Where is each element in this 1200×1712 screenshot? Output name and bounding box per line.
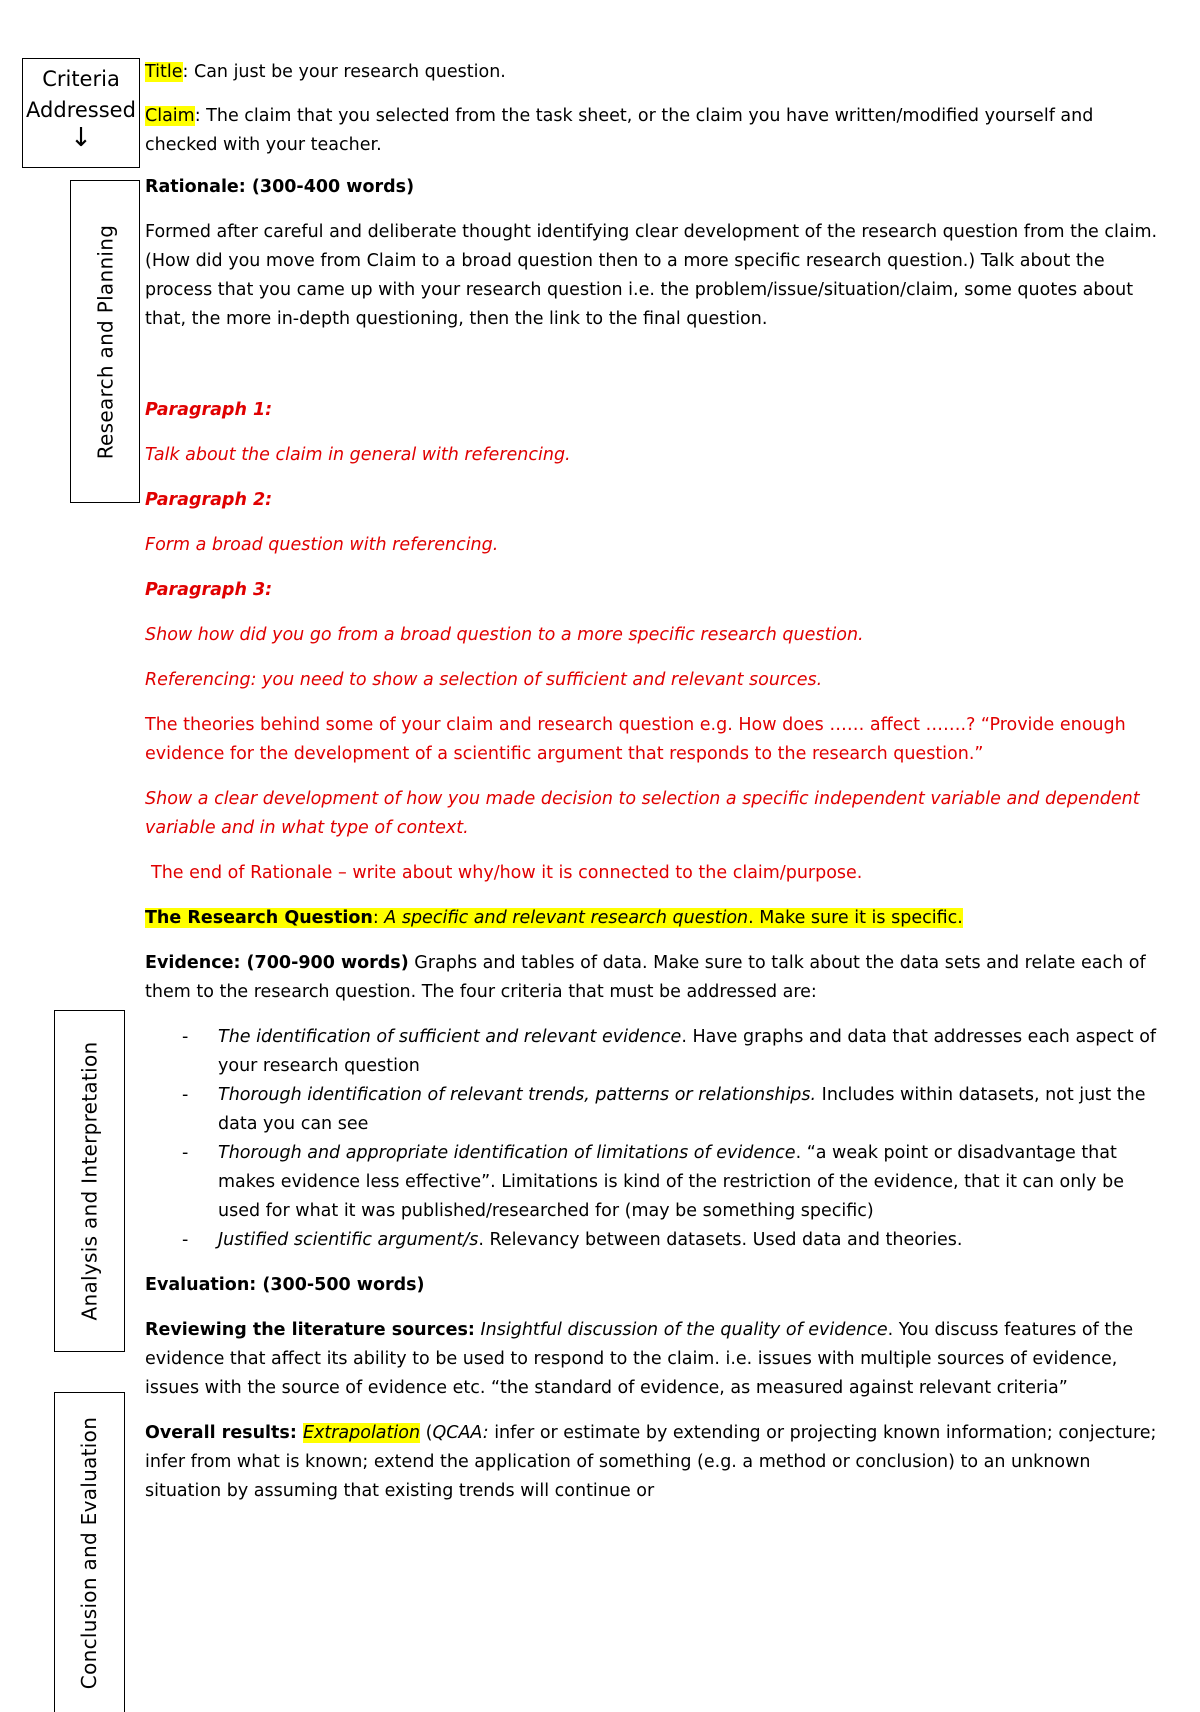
conclusion-evaluation-label: Conclusion and Evaluation [77,1416,102,1689]
arrow-down-icon: ↓ [70,123,92,153]
paragraph-3-label: Paragraph 3: [145,580,273,600]
evidence-heading: Evidence: (700-900 words) [145,953,409,973]
paragraph-2-label: Paragraph 2: [145,490,273,510]
list-item: - The identification of sufficient and relevant evidence. Have graphs and data that addresses each aspect of your research question [145,1023,1160,1081]
title-text: : Can just be your research question. [182,62,506,82]
paragraph-3-text: Show how did you go from a broad question to a more specific research question. [145,625,864,645]
criteria-label: Criteria [42,67,120,91]
list-item: - Thorough identification of relevant trends, patterns or relationships. Includes within datasets, not just the data you can see [145,1081,1160,1139]
evidence-intro: Evidence: (700-900 words) Graphs and tables of data. Make sure to talk about the data sets and relate each of them to the research question. The four criteria that must be addressed are: [145,953,1146,1002]
referencing-note: Referencing: you need to show a selection of sufficient and relevant sources. [145,670,823,690]
rationale-end-note: The end of Rationale – write about why/how it is connected to the claim/purpose. [151,863,863,883]
addressed-label: Addressed [26,98,136,122]
list-item: - Thorough and appropriate identification of limitations of evidence. “a weak point or disadvantage that makes evidence less effective”. Limitations is kind of the restriction of the evidence, that it can only be used for what it was published/researched for (may be something specific) [145,1139,1160,1226]
claim-label: Claim [145,106,195,126]
claim-text: : The claim that you selected from the task sheet, or the claim you have written/modified yourself and checked with your teacher. [145,106,1094,155]
title-label: Title [145,62,183,82]
title-line [145,58,1160,87]
claim-line [145,102,1160,160]
analysis-interpretation-label: Analysis and Interpretation [77,1041,102,1321]
conclusion-evaluation-box [54,1392,125,1712]
research-planning-box [70,180,140,503]
overall-results-paragraph: Overall results: Extrapolation (QCAA: infer or estimate by extending or projecting known information; conjecture; infer from what is known; extend the application of something (e.g. a method or conclusion) to an unknown situation by assuming that existing trends will continue or [145,1423,1157,1501]
research-question-line: The Research Question: A specific and relevant research question. Make sure it is specific. [145,908,963,928]
rationale-heading: Rationale: (300-400 words) [145,177,415,197]
overall-results-label: Overall results: [145,1423,303,1443]
paragraph-1-label: Paragraph 1: [145,400,273,420]
review-paragraph: Reviewing the literature sources: Insightful discussion of the quality of evidence. You discuss features of the evidence that affect its ability to be used to respond to the claim. i.e. issues with multiple sources of evidence, issues with the source of evidence etc. “the standard of evidence, as measured against relevant criteria” [145,1320,1134,1398]
research-question-label: The Research Question [145,908,373,928]
evaluation-heading: Evaluation: (300-500 words) [145,1275,425,1295]
development-note: Show a clear development of how you made decision to selection a specific independent variable and dependent variable and in what type of context. [145,789,1140,838]
analysis-interpretation-box [54,1010,125,1352]
rationale-body: Formed after careful and deliberate thought identifying clear development of the research question from the claim. (How did you move from Claim to a broad question then to a more specific research question.) Talk about the process that you came up with your research question i.e. the problem/issue/situation/claim, some quotes about that, the more in-depth questioning, then the link to the final question. [145,222,1158,329]
list-item: - Justified scientific argument/s. Relevancy between datasets. Used data and theories. [145,1226,1160,1255]
criteria-addressed-box [22,58,140,168]
theories-note: The theories behind some of your claim and research question e.g. How does …… affect …….? “Provide enough evidence for the development of a scientific argument that responds to the research question.” [145,715,1126,764]
paragraph-1-text: Talk about the claim in general with referencing. [145,445,571,465]
evidence-criteria-list [145,1023,1160,1255]
paragraph-2-text: Form a broad question with referencing. [145,535,499,555]
extrapolation-term: Extrapolation [302,1423,421,1443]
research-question-italic: A specific and relevant research question [384,908,749,928]
research-planning-label: Research and Planning [93,224,118,459]
document-body [145,58,1160,1506]
review-label: Reviewing the literature sources: [145,1320,475,1340]
